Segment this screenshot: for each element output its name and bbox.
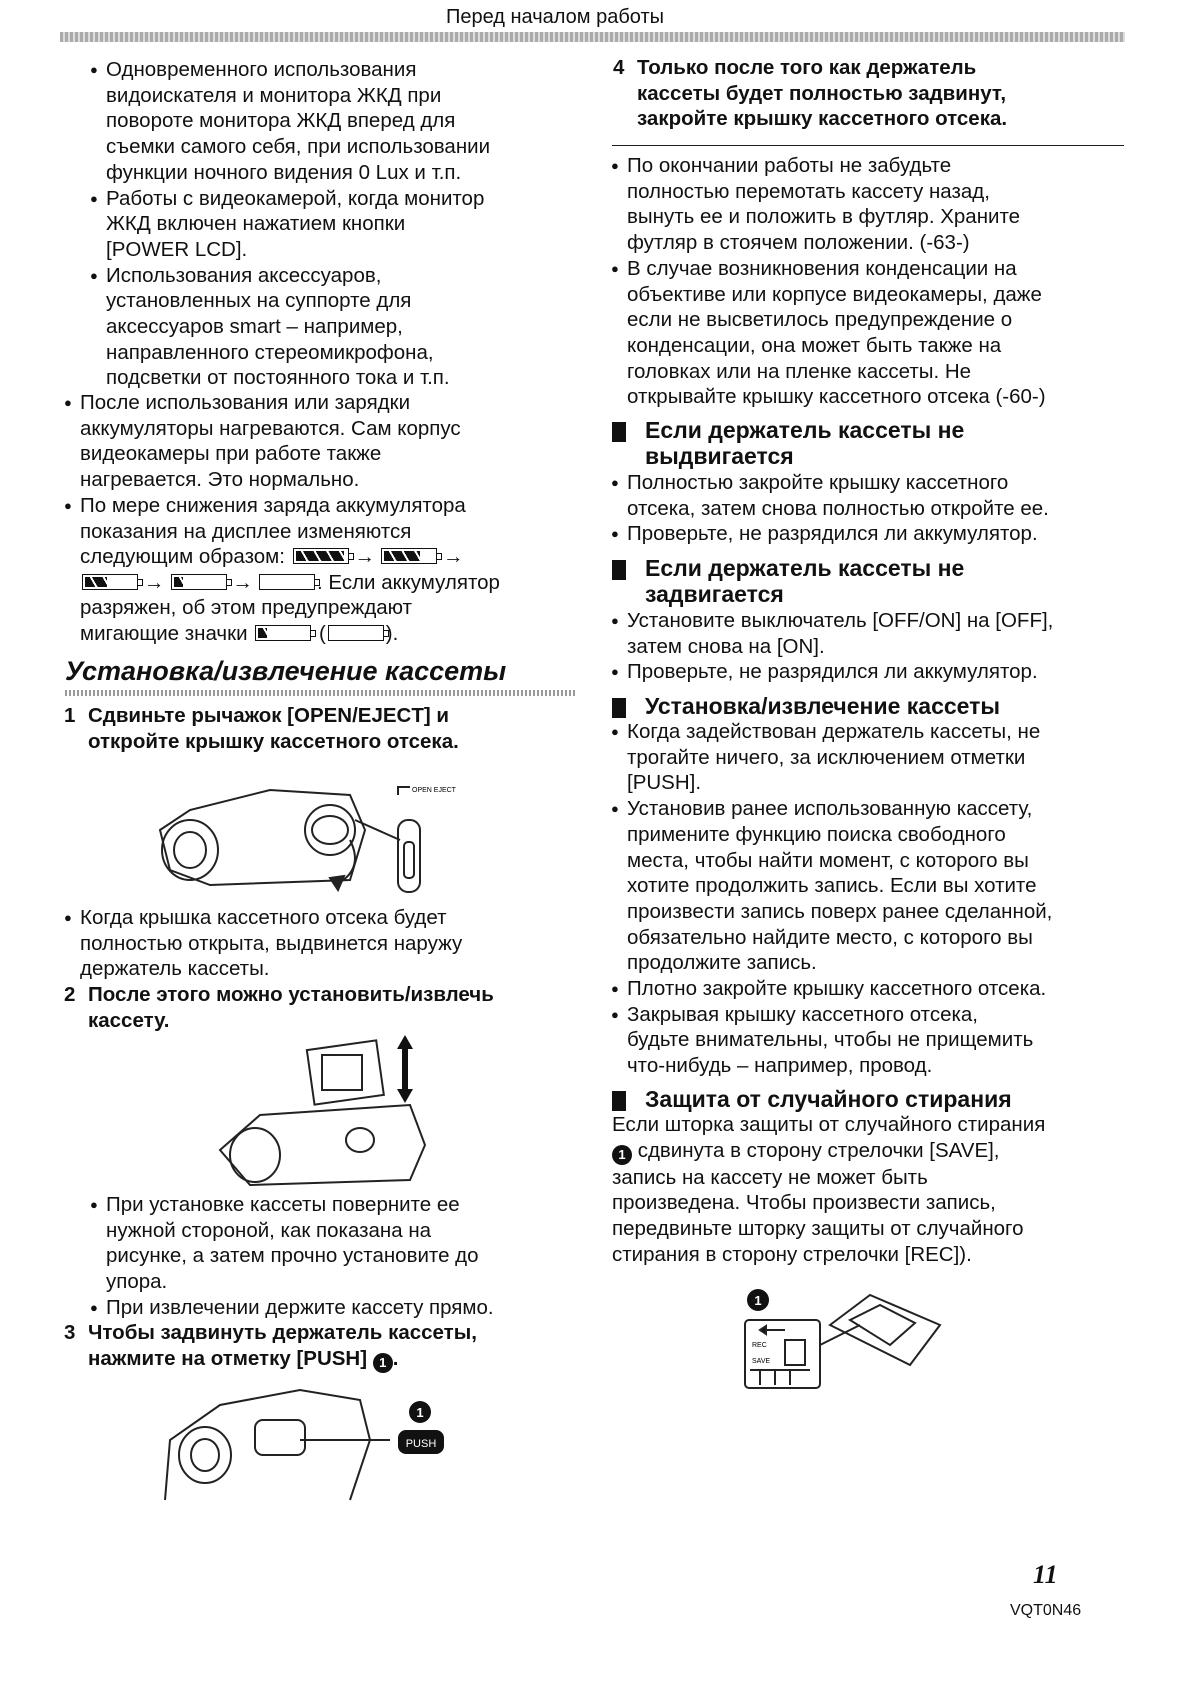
left-sub-bullets-2 [106,1192,494,1321]
text-line: ● Одновременного использования [106,57,490,83]
bullet-item [80,390,466,493]
step-line: После этого можно установить/извлечь [88,983,494,1006]
text-line: ● По окончании работы не забудьте [627,153,1046,179]
text-line: функции ночного видения 0 Lux и т.п. [106,160,462,184]
battery-icon-empty [259,574,315,590]
open-eject-label: OPEN EJECT [412,787,456,794]
text-line: видоискателя и монитора ЖКД при [106,83,442,107]
heading-line: Если держатель кассеты не [645,555,965,581]
text-line: упора. [106,1270,168,1294]
text-line: ● При извлечении держите кассету прямо. [106,1295,494,1321]
section-title: Установка/извлечение кассеты [65,656,507,686]
bullet-item [106,57,490,186]
text-line: сдвинута в сторону стрелочки [SAVE], [637,1138,1000,1162]
text-line: затем снова на [ON]. [627,634,825,658]
heading-insert-remove [645,693,1000,719]
text-line: аксессуаров smart – например, [106,315,403,339]
text-line: произведена. Чтобы произвести запись, [612,1191,996,1215]
step-2 [64,982,494,1033]
text: мигающие значки [80,622,248,646]
step-line: Только после того как держатель [637,56,977,79]
text-line: [PUSH]. [627,771,702,795]
text-line: что-нибудь – например, провод. [627,1054,933,1078]
camera-open-eject-illustration [150,770,460,900]
step-number: 3 [64,1321,76,1344]
bullet-item [627,608,1053,659]
heading-line: выдвигается [645,443,794,469]
bullet-item [106,1295,494,1321]
bullet-item [106,263,490,392]
heading-square-icon [612,698,626,718]
text-line: запись на кассету не может быть [612,1165,928,1189]
left-bullets [80,390,466,544]
heading-square-icon [612,1091,626,1111]
heading-square-icon [612,560,626,580]
text-line: головках или на пленке кассеты. Не [627,359,972,383]
bullet-item [627,796,1052,976]
text-line: продолжите запись. [627,951,817,975]
heading-line: задвигается [645,581,784,607]
text-line: держатель кассеты. [80,957,270,981]
text-line: ● Использования аксессуаров, [106,263,490,289]
cassette-tab-illustration [740,1285,950,1395]
step-4 [613,55,1008,132]
text-line: обязательно найдите место, с которого вы [627,925,1033,949]
text-line: ● При установке кассеты поверните ее [106,1192,494,1218]
right-bullets-4 [627,719,1052,1079]
bullet-item [627,976,1052,1002]
heading-line: Если держатель кассеты не [645,417,965,443]
battery-icon-full [293,548,349,564]
step-line: Сдвиньте рычажок [OPEN/EJECT] и [88,704,449,727]
text-line: открывайте крышку кассетного отсека (-60-) [627,385,1046,409]
text-line: ● Работы с видеокамерой, когда монитор [106,186,490,212]
arrow: → [144,570,165,594]
heading-holder-not-retracting [645,555,964,607]
page-number: 11 [1033,1560,1058,1589]
arrow: → [232,570,253,594]
text-line: ● После использования или зарядки [80,390,466,416]
battery-icon-empty-blink [328,625,384,641]
text-line: объективе или корпусе видеокамеры, даже [627,282,1042,306]
arrow: → [443,545,464,568]
text-line: ● В случае возникновения конденсации на [627,256,1046,282]
step-line: нажмите на отметку [PUSH] [88,1346,368,1370]
document-code: VQT0N46 [1010,1602,1082,1619]
text-line: стирания в сторону стрелочки [REC]). [612,1242,972,1266]
step-number: 2 [64,983,76,1006]
bullet-item [627,256,1046,410]
left-bullets-2 [80,905,462,982]
text-line: ● Когда задействован держатель кассеты, не [627,719,1052,745]
text-line: вынуть ее и положить в футляр. Храните [627,205,1021,229]
section-divider [65,690,575,696]
heading-line: Защита от случайного стирания [645,1086,1012,1112]
text-line: конденсации, она может быть также на [627,333,1002,357]
text-line: ● Плотно закройте крышку кассетного отсека. [627,976,1052,1002]
cassette-insert-illustration [210,1030,450,1190]
page-header: Перед началом работы [445,6,665,28]
marker-1-icon: 1 [612,1145,632,1165]
battery-indicator-text: следующим образом: → → → → . Если аккумулятор разряжен, об этом предупреждают мигающие значки ( ). [80,545,500,646]
bullet-item [80,905,462,982]
marker-1-icon: 1 [373,1353,393,1373]
text-line: ● Проверьте, не разрядился ли аккумулятор. [627,659,1053,685]
bullet-item [627,719,1052,796]
text-line: футляр в стоячем положении. (-63-) [627,231,970,255]
step-4-divider [612,145,1124,146]
bullet-item [627,659,1053,685]
text-line: отсека, затем снова полностью откройте ее. [627,496,1049,520]
text-line: показания на дисплее изменяются [80,519,412,543]
text-line: ● Полностью закройте крышку кассетного [627,470,1049,496]
bullet-item [106,186,490,263]
bullet-item [627,470,1049,521]
text-line: ЖКД включен нажатием кнопки [106,212,406,236]
step-1 [64,703,459,754]
right-bullets-3 [627,608,1053,685]
arrow: → [354,545,376,568]
text: следующим образом: [80,545,285,568]
text-line: направленного стереомикрофона, [106,340,434,364]
heading-holder-not-ejecting [645,417,964,469]
step-line: откройте крышку кассетного отсека. [88,729,459,753]
bullet-item [106,1192,494,1295]
right-bullets-1 [627,153,1046,410]
step-line: кассету. [88,1008,170,1032]
header-band [60,32,1125,42]
text-line: аккумуляторы нагреваются. Сам корпус [80,416,461,440]
text-line: рисунке, а затем прочно установите до [106,1244,479,1268]
heading-line: Установка/извлечение кассеты [645,693,1001,719]
text-line: ● Когда крышка кассетного отсека будет [80,905,462,931]
text-line: ● Закрывая крышку кассетного отсека, [627,1002,1052,1028]
text-line: передвиньте шторку защиты от случайного [612,1217,1024,1241]
text-line: ● Проверьте, не разрядился ли аккумулятор. [627,521,1049,547]
text-line: примените функцию поиска свободного [627,822,1006,846]
text-line: [POWER LCD]. [106,237,248,261]
battery-icon-2 [82,574,138,590]
text-line: хотите продолжить запись. Если вы хотите [627,874,1037,898]
heading-square-icon [612,422,626,442]
text-line: места, чтобы найти момент, с которого вы [627,848,1029,872]
text-line: полностью перемотать кассету назад, [627,179,990,203]
text-line: видеокамеры при работе также [80,442,382,466]
text-line: подсветки от постоянного тока и т.п. [106,366,450,390]
step-3: 3 Чтобы задвинуть держатель кассеты, нажмите на отметку [PUSH] 1 . [88,1320,477,1373]
text: разряжен, об этом предупреждают [80,596,412,620]
text-line: произвести запись поверх ранее сделанной, [627,899,1053,923]
text-line: Если шторка защиты от случайного стирания [612,1113,1046,1136]
text-line: трогайте ничего, за исключением отметки [627,745,1026,769]
push-label: PUSH [405,1438,437,1450]
marker-1: 1 [754,1293,762,1308]
text-line: ● Установив ранее использованную кассету, [627,796,1052,822]
marker-1: 1 [416,1405,424,1420]
text: . Если аккумулятор [317,570,500,594]
text-line: съемки самого себя, при использовании [106,135,491,159]
save-label: SAVE [752,1358,771,1365]
step-line: закройте крышку кассетного отсека. [637,107,1008,131]
text-line: нагревается. Это нормально. [80,468,360,492]
text-line: будьте внимательны, чтобы не прищемить [627,1028,1034,1052]
step-line: Чтобы задвинуть держатель кассеты, [88,1321,477,1344]
text-line: нужной стороной, как показана на [106,1218,432,1242]
erase-protection-text [612,1112,1045,1268]
text-line: полностью открыта, выдвинется наружу [80,931,463,955]
battery-icon-1-blink [255,625,311,641]
battery-icon-1 [171,574,227,590]
step-line: кассеты будет полностью задвинут, [637,81,1007,105]
bullet-item [627,521,1049,547]
text-line: повороте монитора ЖКД вперед для [106,109,456,133]
step-number: 4 [613,56,625,79]
text-line: если не высветилось предупреждение о [627,308,1013,332]
text-line: ● По мере снижения заряда аккумулятора [80,493,466,519]
left-sub-bullets [106,57,490,391]
right-bullets-2 [627,470,1049,547]
text-line: ● Установите выключатель [OFF/ON] на [OFF], [627,608,1053,634]
bullet-item [80,493,466,544]
rec-label: REC [752,1342,767,1349]
bullet-item [627,153,1046,256]
battery-icon-3 [381,548,437,564]
camera-push-illustration [160,1380,460,1505]
text-line: установленных на суппорте для [106,289,412,313]
step-number: 1 [64,704,76,727]
bullet-item [627,1002,1052,1079]
heading-erase-protection [645,1086,1012,1112]
